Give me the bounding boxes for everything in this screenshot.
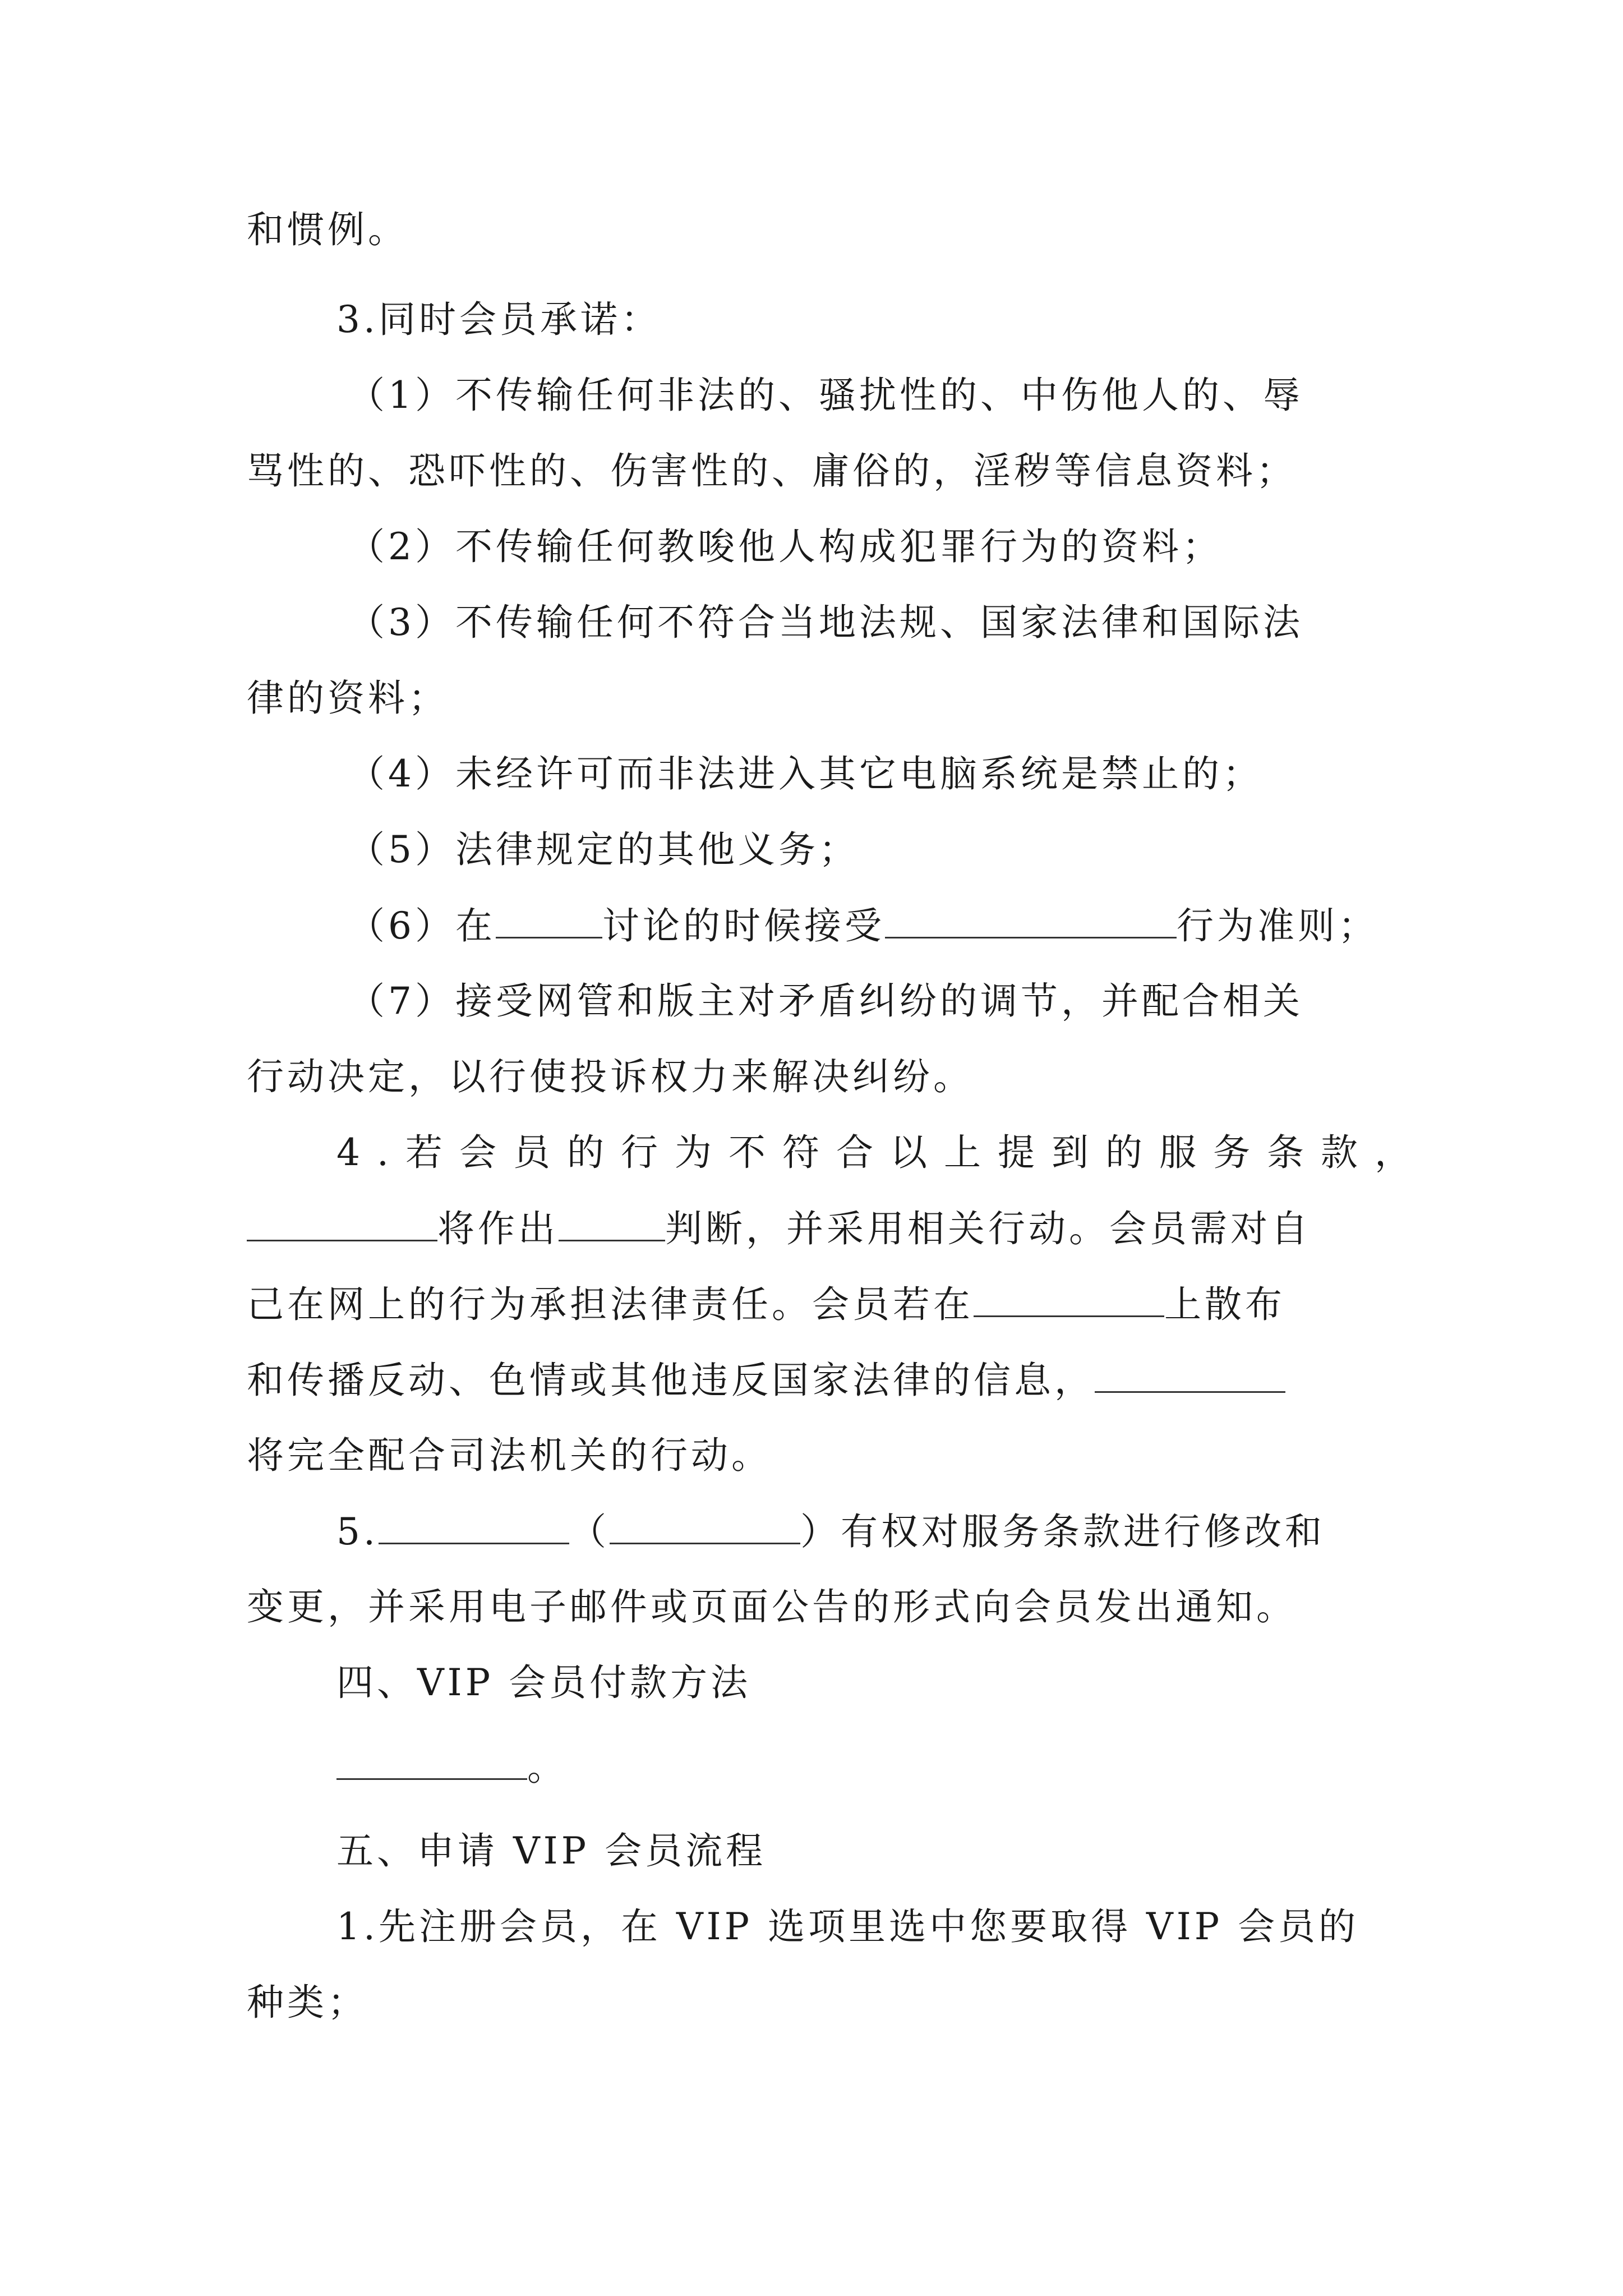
paragraph-line: 种类； [247, 1981, 368, 2024]
paragraph-line: 将完全配合司法机关的行动。 [247, 1434, 772, 1477]
text-segment: 和传播反动、色情或其他违反国家法律的信息， [247, 1359, 1095, 1402]
text-segment: 5. [336, 1510, 379, 1553]
paragraph-line: （2）不传输任何教唆他人构成犯罪行为的资料； [348, 525, 1223, 568]
section-heading: 四、VIP 会员付款方法 [336, 1661, 751, 1704]
paragraph-line [336, 1509, 1325, 1554]
paragraph-line: （4）未经许可而非法进入其它电脑系统是禁止的； [348, 752, 1263, 795]
fill-in-blank [1095, 1358, 1285, 1393]
fill-in-blank [496, 903, 602, 938]
paragraph-line: 骂性的、恐吓性的、伤害性的、庸俗的，淫秽等信息资料； [247, 449, 1297, 493]
fill-in-blank [974, 1282, 1164, 1317]
section-heading: 3.同时会员承诺： [336, 298, 661, 341]
paragraph-line: 1.先注册会员，在 VIP 选项里选中您要取得 VIP 会员的 [336, 1905, 1359, 1948]
paragraph-line: （3）不传输任何不符合当地法规、国家法律和国际法 [348, 601, 1303, 644]
text-segment: （6）在 [348, 904, 496, 947]
text-segment: 。 [527, 1746, 568, 1789]
paragraph-line: 变更，并采用电子邮件或页面公告的形式向会员发出通知。 [247, 1585, 1297, 1628]
paragraph-line: （5）法律规定的其他义务； [348, 828, 859, 871]
paragraph-line: 和惯例。 [247, 208, 408, 251]
text-segment: 行为准则； [1177, 904, 1378, 947]
section-heading: 五、申请 VIP 会员流程 [336, 1829, 767, 1872]
paragraph-line: 4.若会员的行为不符合以上提到的服务条款， [336, 1131, 1428, 1174]
text-segment: 将作出 [437, 1207, 559, 1250]
fill-in-blank [885, 903, 1177, 938]
text-segment: 己在网上的行为承担法律责任。会员若在 [247, 1283, 974, 1326]
fill-in-blank [559, 1206, 665, 1241]
fill-in-blank [336, 1745, 527, 1780]
fill-in-blank [610, 1509, 800, 1544]
fill-in-blank [247, 1206, 437, 1241]
paragraph-line: （7）接受网管和版主对矛盾纠纷的调节，并配合相关 [348, 979, 1303, 1023]
paragraph-line [348, 903, 1378, 949]
paragraph-line: 行动决定，以行使投诉权力来解决纠纷。 [247, 1055, 974, 1098]
fill-in-blank [379, 1509, 569, 1544]
paragraph-line: （1）不传输任何非法的、骚扰性的、中伤他人的、辱 [348, 374, 1303, 417]
paragraph-line: 律的资料； [247, 677, 449, 720]
text-segment: （ [569, 1510, 610, 1553]
text-segment: 上散布 [1164, 1283, 1285, 1326]
paragraph-line [336, 1745, 568, 1790]
text-segment: ）有权对服务条款进行修改和 [800, 1510, 1325, 1553]
text-segment: 讨论的时候接受 [602, 904, 885, 947]
paragraph-line [247, 1282, 1285, 1327]
paragraph-line [247, 1358, 1285, 1403]
paragraph-line [247, 1206, 1311, 1251]
text-segment: 判断，并采用相关行动。会员需对自 [665, 1207, 1311, 1250]
